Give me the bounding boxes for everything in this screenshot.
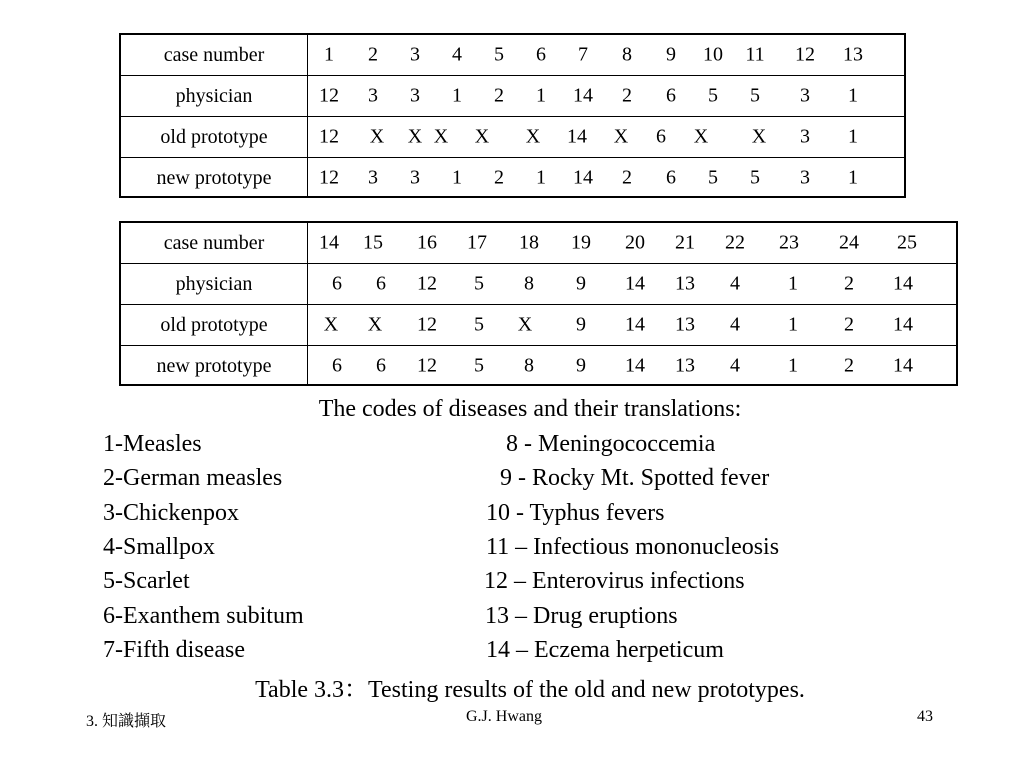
table-row — [121, 76, 904, 117]
table-cell: 4 — [730, 272, 740, 295]
table-cell: 6 — [666, 166, 676, 189]
table-cell: X — [751, 125, 767, 148]
table-cell: 11 — [745, 43, 765, 66]
table-cell: 5 — [708, 84, 718, 107]
legend-item: 9 - Rocky Mt. Spotted fever — [500, 465, 770, 492]
table-cell: 18 — [519, 231, 539, 254]
legend-item: 13 – Drug eruptions — [485, 602, 678, 629]
table-cell: 3 — [368, 166, 378, 189]
table-cell: 22 — [725, 231, 745, 254]
row-values — [308, 35, 904, 75]
table-cell: 14 — [573, 84, 593, 107]
table-cell: 1 — [452, 84, 462, 107]
footer-section-title: 3. 知識擷取 — [86, 713, 167, 730]
table-cell: 5 — [474, 313, 484, 336]
table-cell: 12 — [319, 166, 339, 189]
legend-item: 12 – Enterovirus infections — [484, 568, 745, 595]
table-cell: 9 — [576, 272, 586, 295]
table-cell: X — [474, 125, 490, 148]
table-cell: 13 — [843, 43, 863, 66]
table-cell: 2 — [844, 272, 854, 295]
table-cell: 6 — [376, 272, 386, 295]
table-cell: 13 — [675, 354, 695, 377]
table-cell: 14 — [893, 354, 913, 377]
table-row — [121, 117, 904, 158]
table-row — [121, 35, 904, 76]
row-values — [308, 117, 904, 157]
table-cell: 1 — [452, 166, 462, 189]
table-cell: 12 — [319, 84, 339, 107]
table-cell: X — [517, 313, 533, 336]
table-cell: 1 — [788, 354, 798, 377]
table-cell: 8 — [622, 43, 632, 66]
table-cell: 14 — [893, 313, 913, 336]
table-cell: 2 — [368, 43, 378, 66]
table-cell: X — [613, 125, 629, 148]
table-cell: 4 — [730, 313, 740, 336]
table-cell: 10 — [703, 43, 723, 66]
table-cell: X — [369, 125, 385, 148]
table-cell: 13 — [675, 272, 695, 295]
table-cell: 6 — [332, 272, 342, 295]
footer-author: G.J. Hwang — [466, 708, 542, 725]
table-cell: X — [433, 125, 449, 148]
table-cell: X — [367, 313, 383, 336]
table-cell: 3 — [800, 125, 810, 148]
table-cell: 13 — [675, 313, 695, 336]
table-cell: 1 — [788, 272, 798, 295]
legend-item: 3-Chickenpox — [103, 499, 239, 526]
table-cell: 5 — [708, 166, 718, 189]
table-cell: 15 — [363, 231, 383, 254]
row-values — [308, 264, 956, 304]
table-cell: 5 — [750, 166, 760, 189]
table-cell: 1 — [536, 84, 546, 107]
table-cell: 12 — [417, 313, 437, 336]
table-row — [121, 346, 956, 386]
table-cell: 4 — [730, 354, 740, 377]
table-cell: 9 — [576, 354, 586, 377]
table-cell: 14 — [625, 272, 645, 295]
row-values — [308, 158, 904, 198]
table-cell: 3 — [410, 84, 420, 107]
row-header: old prototype — [121, 117, 308, 157]
legend-item: 14 – Eczema herpeticum — [486, 636, 724, 663]
table-cell: 14 — [893, 272, 913, 295]
table-cell: X — [525, 125, 541, 148]
table-cell: 14 — [625, 313, 645, 336]
table-cell: 5 — [494, 43, 504, 66]
legend-item: 11 – Infectious mononucleosis — [486, 533, 780, 560]
table-cell: 1 — [324, 43, 334, 66]
table-cell: 20 — [625, 231, 645, 254]
table-cell: 8 — [524, 272, 534, 295]
table-cell: 1 — [848, 84, 858, 107]
table-cell: 12 — [417, 272, 437, 295]
table-cell: X — [407, 125, 423, 148]
table-caption: Table 3.3：Testing results of the old and new prototypes. — [255, 677, 805, 703]
table-cell: 3 — [410, 166, 420, 189]
table-cell: 4 — [452, 43, 462, 66]
row-values — [308, 346, 956, 386]
legend-item: 8 - Meningococcemia — [506, 431, 716, 457]
results-table-cases-1-13 — [119, 33, 906, 198]
row-header: new prototype — [121, 346, 308, 386]
table-cell: 7 — [578, 43, 588, 66]
table-cell: 1 — [848, 166, 858, 189]
row-values — [308, 76, 904, 116]
table-cell: 23 — [779, 231, 799, 254]
table-row — [121, 158, 904, 198]
table-cell: 19 — [571, 231, 591, 254]
table-cell: 5 — [750, 84, 760, 107]
table-cell: 3 — [410, 43, 420, 66]
table-cell: 14 — [573, 166, 593, 189]
table-cell: 21 — [675, 231, 695, 254]
table-cell: 9 — [576, 313, 586, 336]
legend-title: The codes of diseases and their translations: — [318, 396, 742, 422]
table-cell: 2 — [844, 313, 854, 336]
table-cell: 12 — [417, 354, 437, 377]
table-cell: 3 — [800, 84, 810, 107]
table-cell: 9 — [666, 43, 676, 66]
table-cell: 1 — [848, 125, 858, 148]
legend-item: 7-Fifth disease — [103, 636, 245, 663]
row-header: new prototype — [121, 158, 308, 198]
results-table-cases-14-25 — [119, 221, 958, 386]
row-header: old prototype — [121, 305, 308, 345]
table-cell: 14 — [319, 231, 339, 254]
table-cell: 24 — [839, 231, 859, 254]
row-header: physician — [121, 264, 308, 304]
table-cell: 2 — [494, 84, 504, 107]
legend-item: 10 - Typhus fevers — [486, 499, 665, 526]
table-cell: 3 — [368, 84, 378, 107]
table-cell: 5 — [474, 354, 484, 377]
table-cell: X — [693, 125, 709, 148]
table-cell: 6 — [536, 43, 546, 66]
table-cell: 6 — [376, 354, 386, 377]
row-values — [308, 305, 956, 345]
legend-item: 6-Exanthem subitum — [103, 602, 304, 629]
row-header: physician — [121, 76, 308, 116]
table-cell: 6 — [656, 125, 666, 148]
table-row — [121, 223, 956, 264]
table-cell: 17 — [467, 231, 487, 254]
table-cell: 2 — [622, 84, 632, 107]
table-cell: 14 — [625, 354, 645, 377]
legend-item: 4-Smallpox — [103, 533, 215, 560]
table-cell: 2 — [844, 354, 854, 377]
table-cell: 14 — [567, 125, 587, 148]
legend-item: 5-Scarlet — [103, 568, 190, 595]
table-cell: 2 — [622, 166, 632, 189]
table-cell: 8 — [524, 354, 534, 377]
table-cell: 5 — [474, 272, 484, 295]
table-cell: 1 — [536, 166, 546, 189]
table-row — [121, 264, 956, 305]
table-cell: 1 — [788, 313, 798, 336]
table-cell: 25 — [897, 231, 917, 254]
table-cell: 3 — [800, 166, 810, 189]
table-cell: X — [323, 313, 339, 336]
table-row — [121, 305, 956, 346]
table-cell: 12 — [319, 125, 339, 148]
footer-page-number: 43 — [917, 708, 933, 725]
table-cell: 6 — [332, 354, 342, 377]
table-cell: 12 — [795, 43, 815, 66]
table-cell: 16 — [417, 231, 437, 254]
row-header: case number — [121, 223, 308, 263]
legend-item: 1-Measles — [103, 431, 202, 457]
row-values — [308, 223, 956, 263]
table-cell: 2 — [494, 166, 504, 189]
legend-item: 2-German measles — [103, 465, 283, 492]
row-header: case number — [121, 35, 308, 75]
table-cell: 6 — [666, 84, 676, 107]
